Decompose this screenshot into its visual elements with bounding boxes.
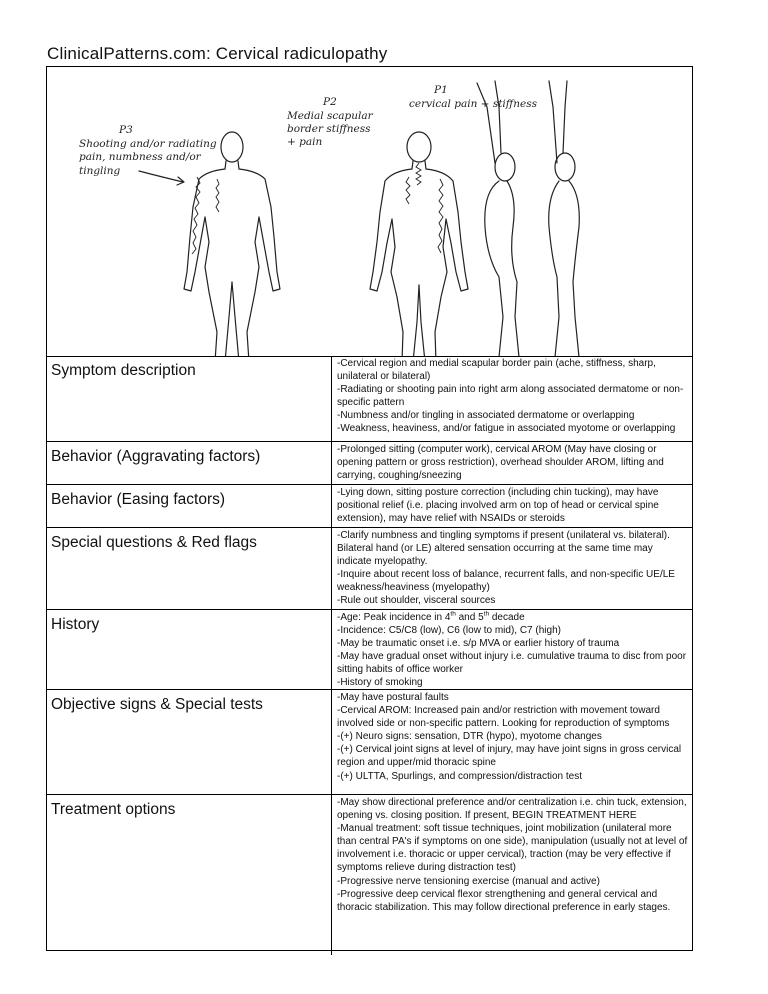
row-line: -Cervical region and medial scapular border pain (ache, stiffness, sharp, unilateral or bilateral) [337, 358, 656, 383]
pattern-rows [47, 356, 692, 955]
row-line: -Progressive deep cervical flexor strengthening and general cervical and thoracic stabilization. This may follow directional preference in early stages. [337, 888, 671, 913]
row-special-questions [47, 528, 692, 610]
row-content [332, 690, 692, 794]
row-behavior-easing [47, 485, 692, 528]
pattern-table [46, 66, 693, 951]
row-line: -Lying down, sitting posture correction (including chin tucking), may have positional relief (i.e. placing involved arm on top of head or cervical spine extension), may have relief with NSAIDs or steroids [337, 487, 659, 525]
p3-line1: Shooting and/or radiating [79, 138, 217, 150]
row-line: -Progressive nerve tensioning exercise (manual and active) [337, 875, 600, 887]
back-body-figure [370, 132, 468, 356]
row-line: -Clarify numbness and tingling symptoms if present (unilateral vs. bilateral). Bilateral hand (or LE) altered sensation occurring at the same time may indicate myelopathy. [337, 530, 670, 568]
p3-tag: P3 [119, 124, 133, 136]
row-content [332, 795, 692, 955]
row-label: History [47, 610, 332, 689]
page-title: ClinicalPatterns.com: Cervical radiculopathy [47, 44, 388, 63]
row-label: Special questions & Red flags [47, 528, 332, 609]
front-body-figure [184, 132, 280, 356]
p2-line1: Medial scapular [287, 110, 373, 122]
row-content [332, 485, 692, 527]
p2-tag: P2 [323, 96, 337, 108]
row-line: -Cervical AROM: Increased pain and/or restriction with movement toward involved side or non-specific pattern. Looking for reproduction of symptoms [337, 705, 670, 730]
side-body-figure-right [549, 81, 580, 356]
row-line-age: -Age: Peak incidence in 4th and 5th decade [337, 610, 525, 623]
body-chart-figure [47, 67, 692, 357]
row-line: -May have postural faults [337, 692, 449, 703]
row-symptom-description [47, 356, 692, 442]
row-behavior-aggravating [47, 442, 692, 485]
p1-tag: P1 [434, 84, 448, 96]
row-label: Symptom description [47, 356, 332, 441]
p3-arrow [139, 171, 183, 182]
row-content [332, 528, 692, 609]
row-content [332, 356, 692, 441]
row-line: -(+) Cervical joint signs at level of injury, may have joint signs in gross cervical region and upper/mid thoracic spine [337, 744, 682, 769]
row-line: -Incidence: C5/C8 (low), C6 (low to mid), C7 (high) [337, 625, 561, 637]
row-history [47, 610, 692, 690]
row-line: -Numbness and/or tingling in associated dermatome or overlapping [337, 410, 635, 422]
row-line: -History of smoking [337, 677, 423, 689]
row-treatment-options [47, 795, 692, 955]
row-line: -Rule out shoulder, visceral sources [337, 595, 496, 607]
side-body-figure-left [477, 81, 519, 356]
row-line: -(+) ULTTA, Spurlings, and compression/distraction test [337, 770, 582, 782]
row-label: Treatment options [47, 795, 332, 955]
row-line: -May have gradual onset without injury i.e. cumulative trauma to disc from poor sitting habits of office worker [337, 651, 687, 676]
row-line: -Prolonged sitting (computer work), cervical AROM (May have closing or opening pattern or gross restriction), overhead shoulder AROM, lifting and carrying, coughing/sneezing [337, 444, 664, 482]
p1-text: cervical pain + stiffness [409, 98, 537, 110]
row-line: -Inquire about recent loss of balance, recurrent falls, and non-specific UE/LE weakness/heaviness (myelopathy) [337, 569, 675, 594]
row-content [332, 442, 692, 484]
row-label: Behavior (Easing factors) [47, 485, 332, 527]
row-line: -Radiating or shooting pain into right arm along associated dermatome or non-specific pattern [337, 384, 684, 409]
row-line: -(+) Neuro signs: sensation, DTR (hypo), myotome changes [337, 731, 602, 743]
row-content [332, 610, 692, 689]
row-line: -Manual treatment: soft tissue techniques, joint mobilization (unilateral more than central PA's if symptoms on one side), manipulation (usually not at level of involvement i.e. thoracic or upper cervical), traction (may be very effective if symptoms relieve during distraction test) [337, 823, 688, 874]
row-line: -May be traumatic onset i.e. s/p MVA or earlier history of trauma [337, 638, 620, 650]
p3-line2: pain, numbness and/or [79, 151, 201, 163]
p2-line3: + pain [287, 136, 323, 148]
p2-line2: border stiffness [287, 123, 371, 135]
p3-line3: tingling [79, 165, 121, 177]
row-label: Behavior (Aggravating factors) [47, 442, 332, 484]
row-line: -May show directional preference and/or centralization i.e. chin tuck, extension, opening vs. closing position. If present, BEGIN TREATMENT HERE [337, 797, 687, 822]
row-objective-signs [47, 690, 692, 795]
body-chart-drawing [47, 67, 692, 356]
row-line: -Weakness, heaviness, and/or fatigue in associated myotome or overlapping [337, 423, 676, 435]
row-label: Objective signs & Special tests [47, 690, 332, 794]
